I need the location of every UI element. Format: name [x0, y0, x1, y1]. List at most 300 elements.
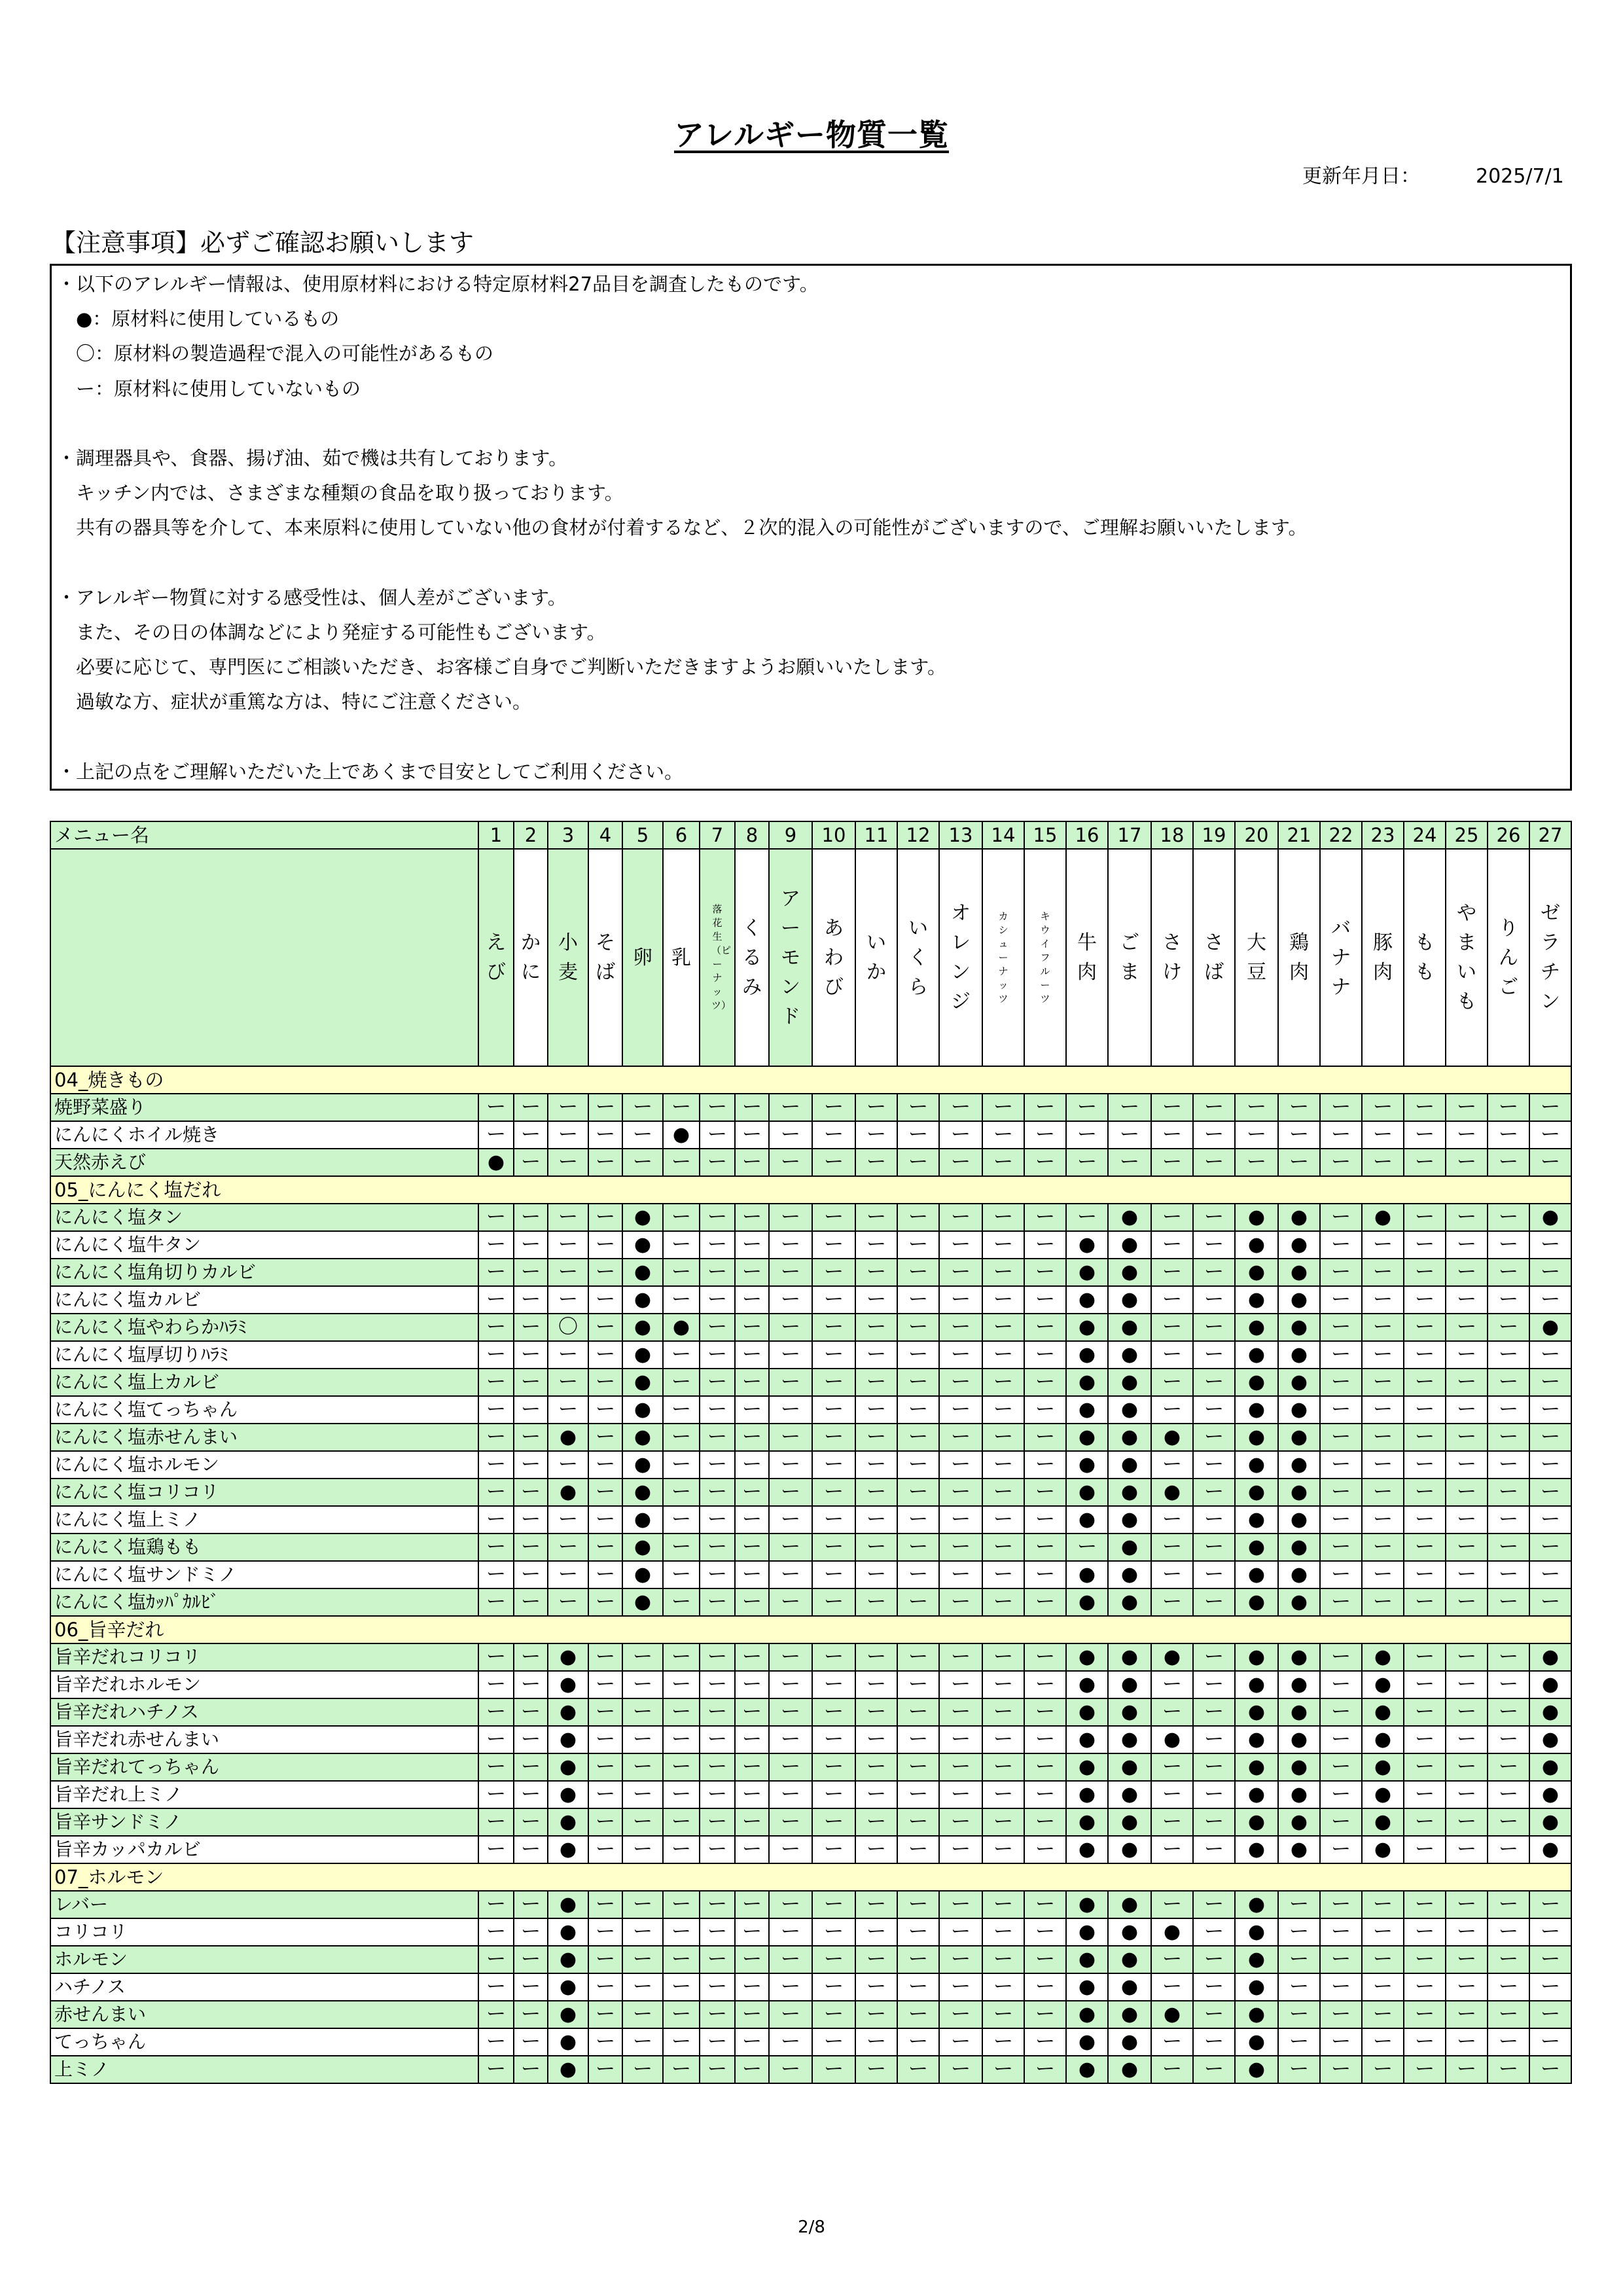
allergen-mark: ●: [1278, 1753, 1320, 1781]
menu-item-name: にんにく塩タン: [50, 1204, 478, 1231]
allergen-mark: ●: [1362, 1781, 1404, 1808]
allergen-mark: ー: [588, 1726, 622, 1753]
allergen-mark: ー: [939, 1369, 982, 1396]
allergen-number: 10: [812, 821, 855, 849]
menu-item-name: にんにく塩牛タン: [50, 1231, 478, 1259]
allergen-mark: ー: [735, 1726, 769, 1753]
allergen-mark: ー: [1320, 1781, 1362, 1808]
allergen-number: 1: [478, 821, 514, 849]
allergen-mark: ー: [700, 1698, 735, 1726]
allergen-mark: ー: [1193, 1836, 1235, 1863]
menu-item-row: [50, 1479, 1571, 1506]
allergen-mark: ー: [663, 1643, 700, 1671]
allergen-mark: ●: [1235, 1671, 1278, 1698]
allergen-mark: ー: [939, 1094, 982, 1121]
allergen-mark: ー: [700, 1204, 735, 1231]
allergen-mark: ー: [1278, 1946, 1320, 1973]
allergen-mark: ●: [1108, 1918, 1151, 1946]
allergen-name: キウイフルーツ: [1040, 910, 1050, 1005]
allergen-mark: ー: [514, 1946, 548, 1973]
allergen-mark: ー: [1151, 1341, 1193, 1369]
allergen-mark: ー: [663, 1891, 700, 1918]
allergen-table: [50, 821, 1572, 2084]
allergen-mark: ー: [1362, 1341, 1404, 1369]
allergen-mark: ー: [855, 1259, 897, 1286]
allergen-mark: ー: [1488, 1094, 1529, 1121]
allergen-mark: ー: [939, 1314, 982, 1341]
allergen-mark: ー: [855, 1314, 897, 1341]
allergen-mark: ●: [1235, 1726, 1278, 1753]
allergen-mark: ー: [548, 1286, 588, 1314]
allergen-mark: ー: [1362, 1946, 1404, 1973]
allergen-mark: ー: [1193, 1506, 1235, 1534]
allergen-mark: ●: [1278, 1424, 1320, 1451]
allergen-mark: ●: [1108, 2001, 1151, 2028]
allergen-name: 鶏肉: [1289, 931, 1309, 984]
allergen-mark: ー: [897, 1479, 939, 1506]
allergen-mark: ー: [1404, 1698, 1446, 1726]
allergen-name-cell: [812, 849, 855, 1066]
allergen-mark: ー: [478, 1369, 514, 1396]
allergen-mark: ●: [1066, 1588, 1108, 1616]
menu-item-row: [50, 1808, 1571, 1836]
allergen-mark: ●: [1278, 1314, 1320, 1341]
allergen-mark: ●: [1278, 1726, 1320, 1753]
allergen-mark: ー: [1024, 1561, 1066, 1588]
allergen-mark: ●: [1108, 1726, 1151, 1753]
menu-item-name: にんにく塩カルビ: [50, 1286, 478, 1314]
allergen-mark: ●: [1066, 2001, 1108, 2028]
allergen-mark: ー: [1362, 1396, 1404, 1424]
allergen-mark: ー: [1362, 2028, 1404, 2056]
allergen-mark: ●: [1278, 1451, 1320, 1479]
allergen-mark: ー: [700, 1506, 735, 1534]
allergen-mark: ー: [769, 1121, 812, 1149]
allergen-mark: ー: [1362, 1424, 1404, 1451]
allergen-mark: ●: [1362, 1753, 1404, 1781]
allergen-mark: ー: [1404, 1204, 1446, 1231]
menu-item-row: [50, 1094, 1571, 1121]
allergen-mark: ー: [1320, 1726, 1362, 1753]
allergen-mark: ー: [1151, 1753, 1193, 1781]
allergen-mark: ●: [1108, 1424, 1151, 1451]
allergen-name-cell: [663, 849, 700, 1066]
allergen-mark: ●: [1235, 1808, 1278, 1836]
allergen-mark: ー: [1278, 1121, 1320, 1149]
menu-item-name: 焼野菜盛り: [50, 1094, 478, 1121]
notice-box: [50, 264, 1572, 791]
allergen-mark: ●: [1066, 1891, 1108, 1918]
allergen-mark: ー: [1320, 1534, 1362, 1561]
allergen-mark: ー: [622, 1808, 663, 1836]
allergen-mark: ー: [478, 1534, 514, 1561]
allergen-mark: ー: [982, 1643, 1024, 1671]
allergen-mark: ー: [548, 1149, 588, 1176]
allergen-mark: ー: [1404, 1671, 1446, 1698]
allergen-mark: ー: [769, 1643, 812, 1671]
allergen-mark: ●: [1108, 1753, 1151, 1781]
allergen-mark: ー: [1488, 1451, 1529, 1479]
allergen-mark: ー: [663, 2001, 700, 2028]
allergen-mark: ●: [1066, 1836, 1108, 1863]
allergen-mark: ー: [1362, 1588, 1404, 1616]
menu-item-name: にんにく塩サンドミノ: [50, 1561, 478, 1588]
allergen-mark: ー: [700, 1561, 735, 1588]
allergen-mark: ー: [700, 1094, 735, 1121]
allergen-mark: ー: [855, 1753, 897, 1781]
allergen-mark: ー: [700, 1753, 735, 1781]
allergen-mark: ー: [735, 1946, 769, 1973]
allergen-mark: ー: [1024, 1946, 1066, 1973]
allergen-mark: ー: [1529, 1286, 1571, 1314]
allergen-mark: ●: [622, 1396, 663, 1424]
allergen-mark: ー: [769, 1424, 812, 1451]
allergen-mark: ー: [1193, 1588, 1235, 1616]
menu-item-name: 旨辛サンドミノ: [50, 1808, 478, 1836]
allergen-mark: ー: [514, 1781, 548, 1808]
allergen-mark: ー: [588, 1121, 622, 1149]
allergen-mark: ●: [1529, 1753, 1571, 1781]
allergen-mark: ー: [1404, 1918, 1446, 1946]
allergen-mark: ー: [1529, 1341, 1571, 1369]
allergen-mark: ー: [548, 1369, 588, 1396]
notice-line: 必要に応じて、専門医にご相談いただき、お客様ご自身でご判断いただきますようお願いいたします。: [57, 656, 946, 679]
allergen-mark: ー: [1362, 1918, 1404, 1946]
allergen-mark: ー: [1488, 1781, 1529, 1808]
allergen-mark: ー: [812, 1753, 855, 1781]
allergen-name-cell: [1235, 849, 1278, 1066]
allergen-mark: ー: [1193, 1946, 1235, 1973]
allergen-mark: ー: [588, 1753, 622, 1781]
menu-item-name: にんにく塩厚切りﾊﾗﾐ: [50, 1341, 478, 1369]
allergen-mark: ー: [478, 1781, 514, 1808]
allergen-name-cell: [1151, 849, 1193, 1066]
allergen-name-cell: [897, 849, 939, 1066]
allergen-mark: ー: [1362, 1314, 1404, 1341]
allergen-mark: ー: [700, 1946, 735, 1973]
allergen-mark: ー: [1446, 1259, 1488, 1286]
allergen-number: 2: [514, 821, 548, 849]
allergen-mark: ー: [1151, 1946, 1193, 1973]
allergen-mark: ー: [622, 2056, 663, 2083]
allergen-mark: ー: [1151, 1259, 1193, 1286]
allergen-name: ごま: [1120, 931, 1139, 984]
allergen-mark: ー: [1151, 1204, 1193, 1231]
allergen-mark: ●: [1151, 1643, 1193, 1671]
allergen-mark: ー: [1488, 1973, 1529, 2001]
allergen-mark: ●: [1151, 1479, 1193, 1506]
menu-item-row: [50, 1946, 1571, 1973]
allergen-mark: ー: [1404, 1534, 1446, 1561]
allergen-mark: ●: [1066, 1451, 1108, 1479]
allergen-mark: ー: [663, 1808, 700, 1836]
allergen-mark: ●: [1066, 1506, 1108, 1534]
allergen-mark: ー: [1488, 1341, 1529, 1369]
allergen-name-cell: [982, 849, 1024, 1066]
allergen-mark: ●: [1066, 1396, 1108, 1424]
allergen-mark: ー: [939, 1781, 982, 1808]
allergen-mark: ー: [982, 1534, 1024, 1561]
allergen-mark: ー: [982, 1918, 1024, 1946]
allergen-mark: ー: [1151, 1561, 1193, 1588]
allergen-mark: ー: [588, 1946, 622, 1973]
allergen-mark: ー: [1024, 1588, 1066, 1616]
menu-item-row: [50, 1396, 1571, 1424]
notice-line: [57, 546, 1570, 581]
allergen-mark: ー: [700, 1588, 735, 1616]
allergen-mark: ●: [1235, 1204, 1278, 1231]
allergen-mark: ー: [1320, 1698, 1362, 1726]
allergen-mark: ー: [812, 1204, 855, 1231]
allergen-mark: ー: [1320, 1204, 1362, 1231]
allergen-mark: ー: [1362, 1259, 1404, 1286]
allergen-mark: ー: [1488, 1121, 1529, 1149]
allergen-mark: ー: [769, 1204, 812, 1231]
allergen-mark: ー: [939, 1479, 982, 1506]
allergen-mark: ●: [1108, 1259, 1151, 1286]
allergen-mark: ●: [548, 1891, 588, 1918]
allergen-mark: ー: [855, 1479, 897, 1506]
allergen-mark: ー: [663, 1479, 700, 1506]
allergen-mark: ー: [1362, 1479, 1404, 1506]
allergen-mark: ー: [478, 2001, 514, 2028]
allergen-name: えび: [486, 931, 506, 984]
menu-item-name: 上ミノ: [50, 2056, 478, 2083]
allergen-mark: ー: [1193, 1534, 1235, 1561]
allergen-mark: ー: [588, 2056, 622, 2083]
allergen-mark: ー: [939, 2028, 982, 2056]
allergen-mark: ●: [1066, 1259, 1108, 1286]
category-row: [50, 1616, 1571, 1643]
allergen-mark: ー: [478, 1891, 514, 1918]
allergen-mark: ー: [1488, 1369, 1529, 1396]
allergen-mark: ー: [1404, 1726, 1446, 1753]
allergen-mark: ー: [812, 1973, 855, 2001]
allergen-mark: ー: [897, 1094, 939, 1121]
allergen-mark: ー: [1404, 1094, 1446, 1121]
allergen-mark: ー: [897, 1891, 939, 1918]
allergen-mark: ー: [588, 1891, 622, 1918]
allergen-mark: ー: [939, 1286, 982, 1314]
allergen-mark: ●: [1362, 1204, 1404, 1231]
menu-item-row: [50, 1781, 1571, 1808]
allergen-mark: ー: [478, 1698, 514, 1726]
allergen-mark: ー: [812, 1396, 855, 1424]
allergen-mark: ー: [1446, 1973, 1488, 2001]
allergen-mark: ー: [1362, 2001, 1404, 2028]
allergen-mark: ー: [1529, 1094, 1571, 1121]
allergen-mark: ー: [700, 1231, 735, 1259]
allergen-mark: ー: [1488, 2028, 1529, 2056]
allergen-mark: ー: [812, 1808, 855, 1836]
allergen-mark: ●: [1108, 1204, 1151, 1231]
allergen-mark: ー: [622, 1094, 663, 1121]
allergen-mark: ー: [622, 1671, 663, 1698]
allergen-mark: ●: [1108, 1946, 1151, 1973]
allergen-mark: ー: [514, 1451, 548, 1479]
allergen-mark: ー: [663, 1094, 700, 1121]
allergen-number: 23: [1362, 821, 1404, 849]
allergen-mark: ●: [622, 1424, 663, 1451]
allergen-mark: ●: [1108, 1671, 1151, 1698]
allergen-mark: ●: [1235, 1946, 1278, 1973]
allergen-mark: ー: [735, 2028, 769, 2056]
allergen-mark: ●: [548, 1643, 588, 1671]
allergen-mark: ー: [982, 1836, 1024, 1863]
allergen-mark: ー: [982, 1341, 1024, 1369]
allergen-mark: ー: [548, 1396, 588, 1424]
allergen-mark: ●: [1278, 1231, 1320, 1259]
allergen-number: 14: [982, 821, 1024, 849]
allergen-mark: ー: [1320, 1149, 1362, 1176]
allergen-mark: ー: [478, 1204, 514, 1231]
allergen-mark: ー: [897, 1946, 939, 1973]
allergen-mark: ●: [1529, 1781, 1571, 1808]
allergen-mark: ー: [939, 1121, 982, 1149]
allergen-mark: ー: [1193, 1973, 1235, 2001]
allergen-mark: ー: [769, 1726, 812, 1753]
allergen-mark: ●: [1108, 1534, 1151, 1561]
allergen-mark: ー: [514, 1973, 548, 2001]
notice-line: 〇：原材料の製造過程で混入の可能性があるもの: [57, 342, 494, 365]
allergen-mark: ー: [735, 1891, 769, 1918]
allergen-mark: ●: [1066, 1946, 1108, 1973]
allergen-mark: ー: [1446, 1808, 1488, 1836]
allergen-mark: ー: [1320, 1341, 1362, 1369]
allergen-number: 3: [548, 821, 588, 849]
allergen-mark: ●: [1066, 1973, 1108, 2001]
allergen-mark: ●: [1278, 1561, 1320, 1588]
allergen-mark: ー: [622, 1726, 663, 1753]
allergen-mark: ●: [1362, 1808, 1404, 1836]
allergen-mark: ー: [1446, 2001, 1488, 2028]
allergen-mark: ー: [588, 1149, 622, 1176]
allergen-mark: ー: [1193, 1671, 1235, 1698]
allergen-mark: ー: [855, 1424, 897, 1451]
allergen-mark: ー: [982, 1506, 1024, 1534]
allergen-mark: ー: [1320, 1451, 1362, 1479]
allergen-mark: ー: [1529, 2028, 1571, 2056]
allergen-mark: ー: [1193, 1149, 1235, 1176]
allergen-mark: ー: [855, 1698, 897, 1726]
allergen-mark: ●: [1235, 1891, 1278, 1918]
allergen-mark: ー: [478, 2028, 514, 2056]
allergen-mark: ●: [1066, 1698, 1108, 1726]
allergen-mark: ー: [548, 1534, 588, 1561]
allergen-mark: ●: [622, 1534, 663, 1561]
category-name: 07_ホルモン: [50, 1863, 1571, 1891]
allergen-name-cell: [1278, 849, 1320, 1066]
allergen-mark: ー: [939, 1973, 982, 2001]
notice-line: ・調理器具や、食器、揚げ油、茹で機は共有しております。: [57, 446, 568, 469]
allergen-number: 16: [1066, 821, 1108, 849]
allergen-mark: ●: [1108, 1231, 1151, 1259]
allergen-mark: ー: [700, 1891, 735, 1918]
category-row: [50, 1176, 1571, 1204]
allergen-mark: ー: [982, 1231, 1024, 1259]
allergen-mark: ●: [1108, 1836, 1151, 1863]
menu-item-row: [50, 1286, 1571, 1314]
allergen-mark: ー: [1235, 1149, 1278, 1176]
allergen-mark: ー: [700, 1781, 735, 1808]
allergen-mark: ー: [1320, 1918, 1362, 1946]
allergen-mark: ー: [897, 1973, 939, 2001]
allergen-mark: 〇: [548, 1314, 588, 1341]
menu-item-row: [50, 1314, 1571, 1341]
allergen-mark: ー: [1151, 1588, 1193, 1616]
allergen-mark: ー: [897, 1808, 939, 1836]
allergen-name-cell: [1446, 849, 1488, 1066]
allergen-mark: ー: [982, 1094, 1024, 1121]
allergen-mark: ー: [855, 2001, 897, 2028]
allergen-mark: ー: [700, 1121, 735, 1149]
allergen-number: 6: [663, 821, 700, 849]
allergen-mark: ー: [1404, 1451, 1446, 1479]
notice-line: 過敏な方、症状が重篤な方は、特にご注意ください。: [57, 691, 532, 713]
allergen-mark: ー: [939, 1946, 982, 1973]
allergen-mark: ー: [982, 1149, 1024, 1176]
allergen-mark: ー: [735, 1671, 769, 1698]
allergen-mark: ー: [1529, 1588, 1571, 1616]
menu-name-header: メニュー名: [50, 821, 478, 849]
allergen-mark: ー: [1320, 1369, 1362, 1396]
allergen-mark: ー: [1404, 1259, 1446, 1286]
allergen-mark: ー: [1404, 1369, 1446, 1396]
allergen-mark: ー: [1278, 1094, 1320, 1121]
allergen-mark: ー: [982, 1698, 1024, 1726]
allergen-mark: ー: [1151, 1891, 1193, 1918]
allergen-mark: ー: [855, 1286, 897, 1314]
allergen-mark: ー: [1446, 1726, 1488, 1753]
allergen-mark: ●: [1529, 1836, 1571, 1863]
allergen-mark: ー: [1404, 1396, 1446, 1424]
allergen-mark: ●: [1235, 1231, 1278, 1259]
allergen-mark: ー: [588, 1369, 622, 1396]
allergen-mark: ー: [1488, 1534, 1529, 1561]
allergen-mark: ー: [1446, 1094, 1488, 1121]
allergen-mark: ー: [812, 1149, 855, 1176]
allergen-mark: ー: [1488, 1808, 1529, 1836]
menu-item-name: にんにく塩ホルモン: [50, 1451, 478, 1479]
allergen-mark: ー: [1320, 1506, 1362, 1534]
allergen-mark: ー: [663, 1946, 700, 1973]
allergen-mark: ー: [982, 1369, 1024, 1396]
allergen-mark: ー: [663, 1534, 700, 1561]
allergen-mark: ー: [622, 1973, 663, 2001]
allergen-mark: ー: [514, 1231, 548, 1259]
allergen-number: 22: [1320, 821, 1362, 849]
allergen-mark: ー: [1362, 1506, 1404, 1534]
allergen-number: 11: [855, 821, 897, 849]
allergen-mark: ー: [588, 1396, 622, 1424]
allergen-mark: ー: [939, 1451, 982, 1479]
allergen-mark: ー: [663, 1396, 700, 1424]
allergen-mark: ●: [1066, 1643, 1108, 1671]
allergen-mark: ー: [769, 1094, 812, 1121]
allergen-mark: ー: [812, 1671, 855, 1698]
allergen-mark: ー: [1320, 1121, 1362, 1149]
allergen-number: 9: [769, 821, 812, 849]
allergen-mark: ー: [588, 1231, 622, 1259]
allergen-mark: ー: [1529, 1424, 1571, 1451]
allergen-mark: ー: [478, 1396, 514, 1424]
allergen-mark: ー: [855, 1341, 897, 1369]
allergen-mark: ー: [769, 1479, 812, 1506]
allergen-mark: ー: [1320, 1643, 1362, 1671]
allergen-mark: ●: [1066, 1753, 1108, 1781]
allergen-mark: ー: [897, 2001, 939, 2028]
allergen-mark: ー: [1362, 1534, 1404, 1561]
